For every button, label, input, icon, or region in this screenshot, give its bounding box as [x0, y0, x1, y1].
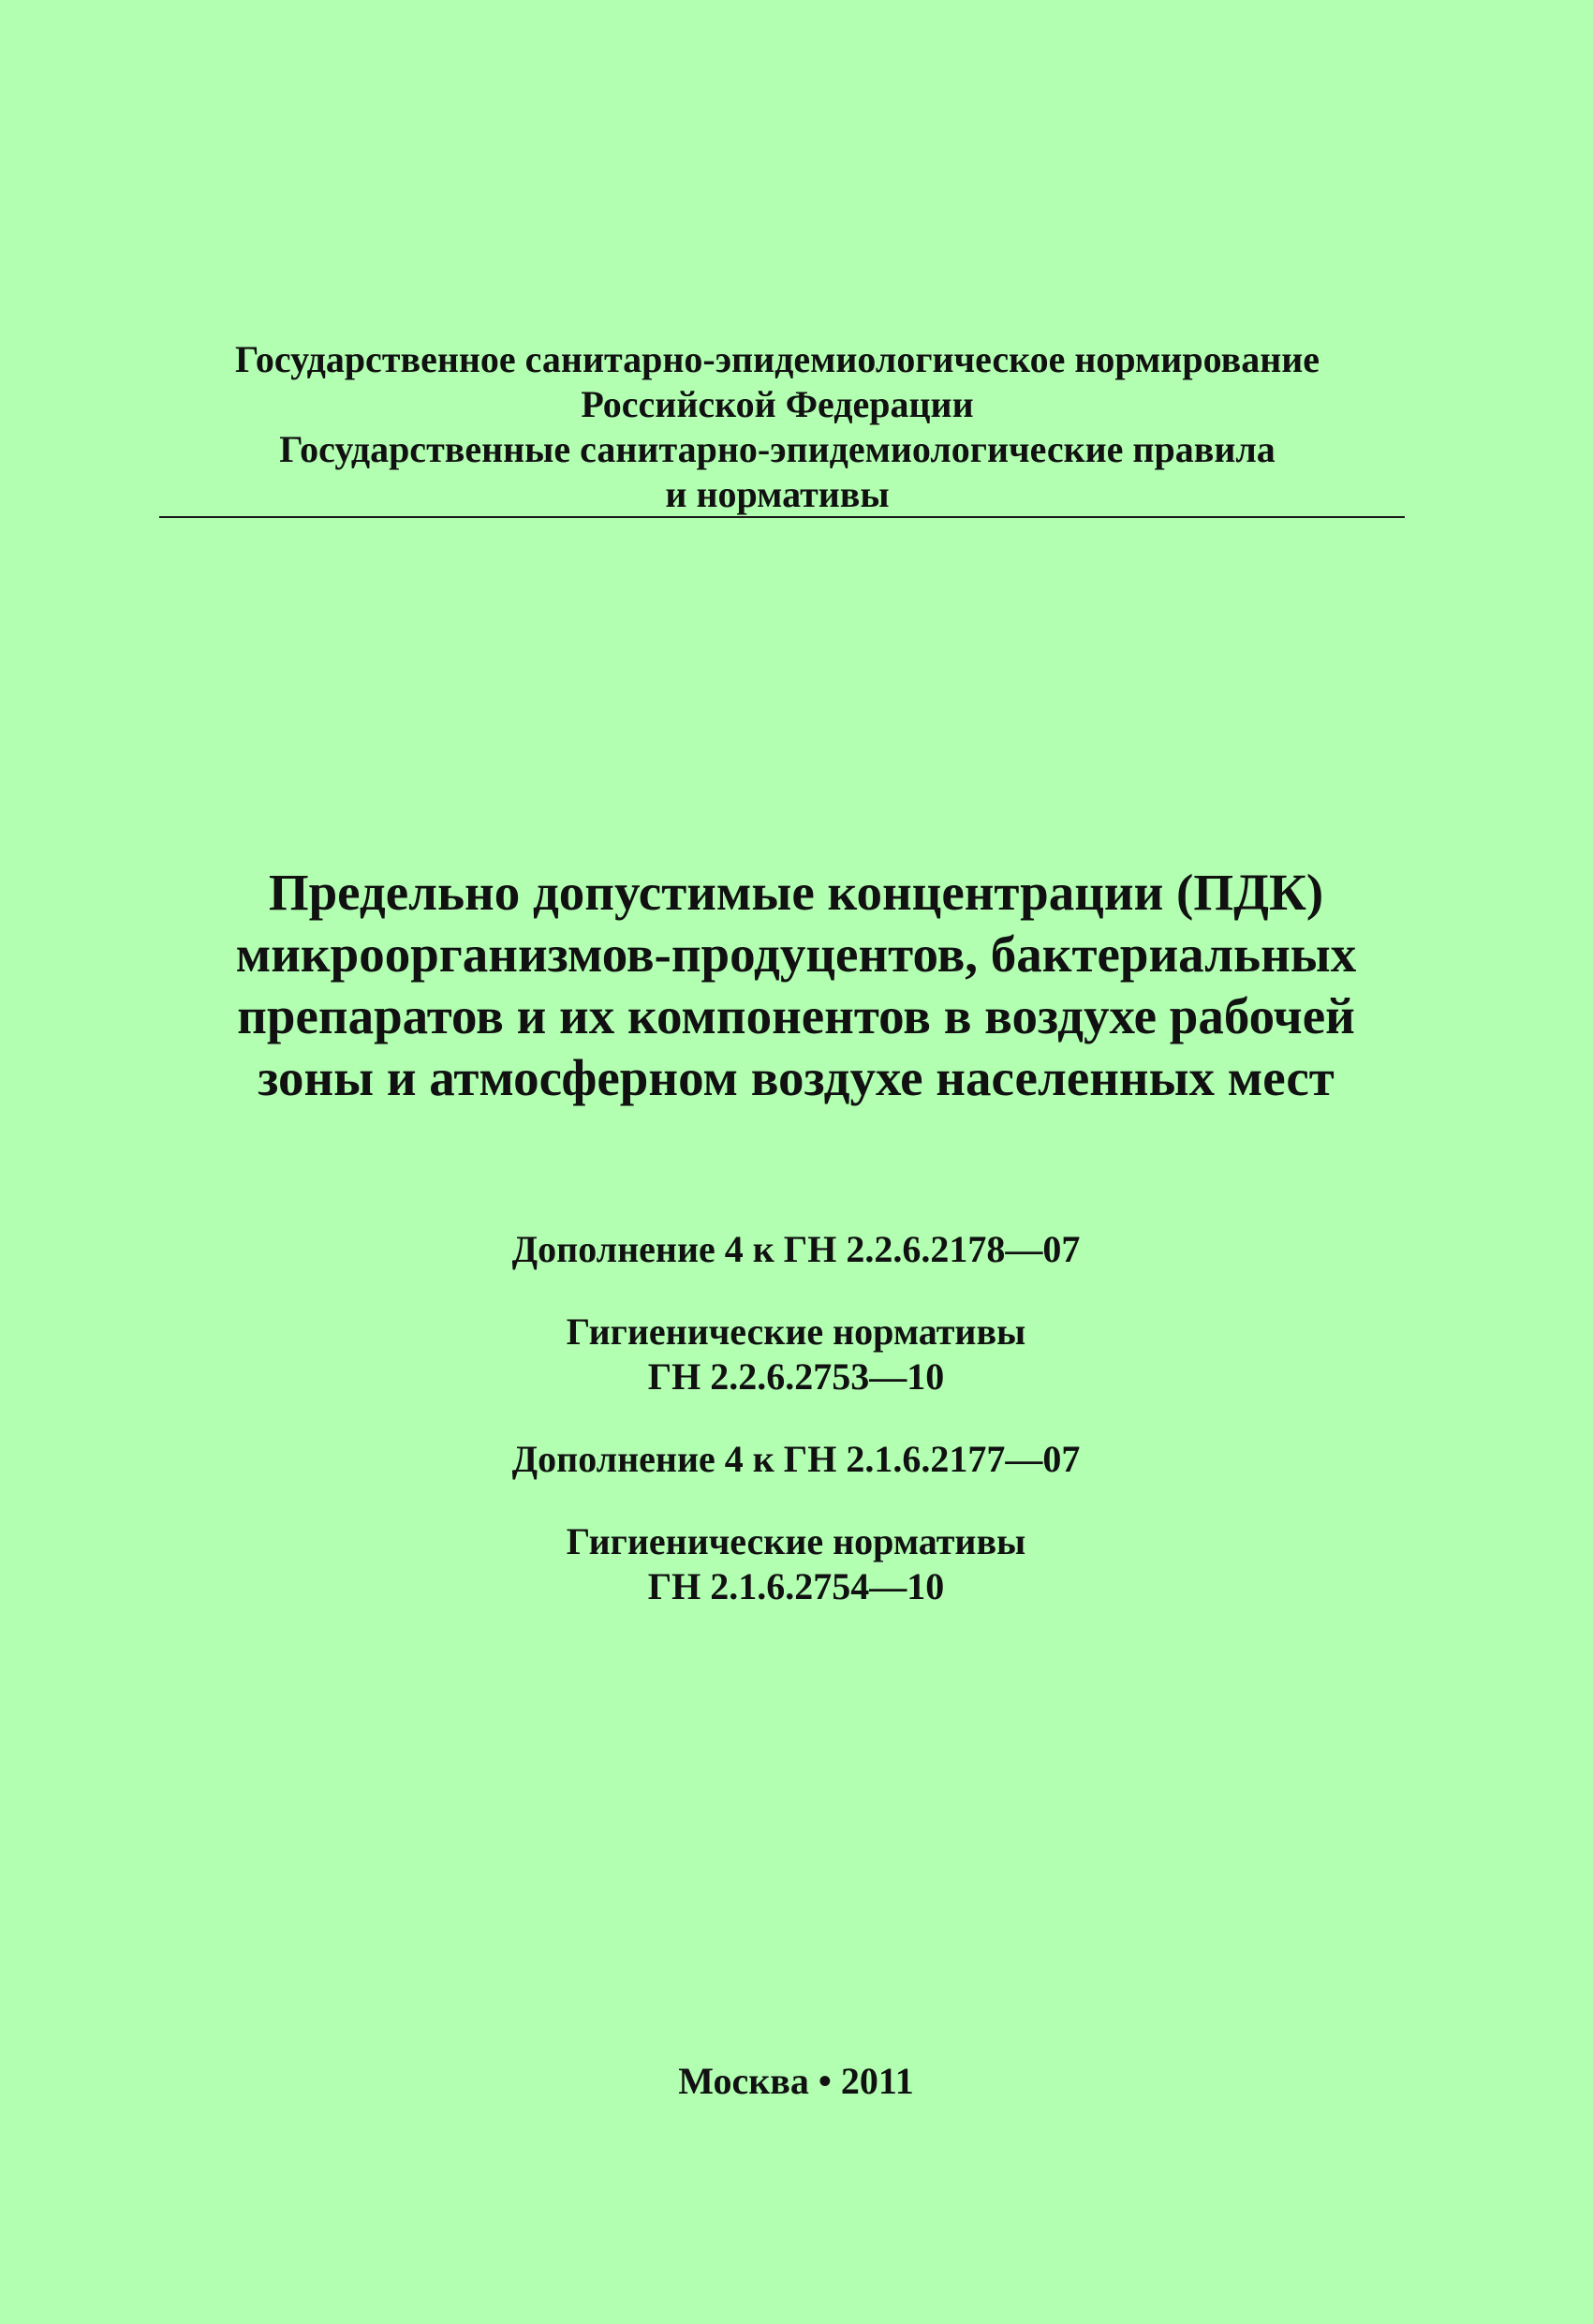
spacer: [234, 1399, 1358, 1437]
title-line: Предельно допустимые концентрации (ПДК): [268, 864, 1324, 921]
norm-label: Гигиенические нормативы: [566, 1520, 1026, 1562]
header-divider: [159, 516, 1405, 518]
header-line: Государственное санитарно-эпидемиологическое нормирование: [234, 338, 1320, 380]
spacer: [234, 1272, 1358, 1310]
norm-code: ГН 2.1.6.2754—10: [647, 1565, 945, 1607]
header-line: и нормативы: [665, 473, 890, 515]
title-line: зоны и атмосферном воздухе населенных мест: [258, 1049, 1335, 1106]
issuing-authority-header: [159, 337, 1395, 517]
norm-code: ГН 2.2.6.2753—10: [647, 1355, 945, 1398]
normative-details: [234, 1227, 1358, 1609]
title-line: микроорганизмов-продуцентов, бактериальных: [235, 925, 1357, 983]
norm-label: Гигиенические нормативы: [566, 1310, 1026, 1353]
publication-place-year: Москва • 2011: [678, 2060, 914, 2102]
title-line: препаратов и их компонентов в воздухе рабочей: [237, 987, 1355, 1044]
supplement-reference: Дополнение 4 к ГН 2.2.6.2178—07: [511, 1228, 1081, 1270]
header-line: Государственные санитарно-эпидемиологические правила: [279, 428, 1276, 470]
spacer: [234, 1482, 1358, 1519]
supplement-reference: Дополнение 4 к ГН 2.1.6.2177—07: [511, 1438, 1081, 1480]
header-line: Российской Федерации: [581, 383, 974, 425]
document-title: [140, 862, 1452, 1109]
